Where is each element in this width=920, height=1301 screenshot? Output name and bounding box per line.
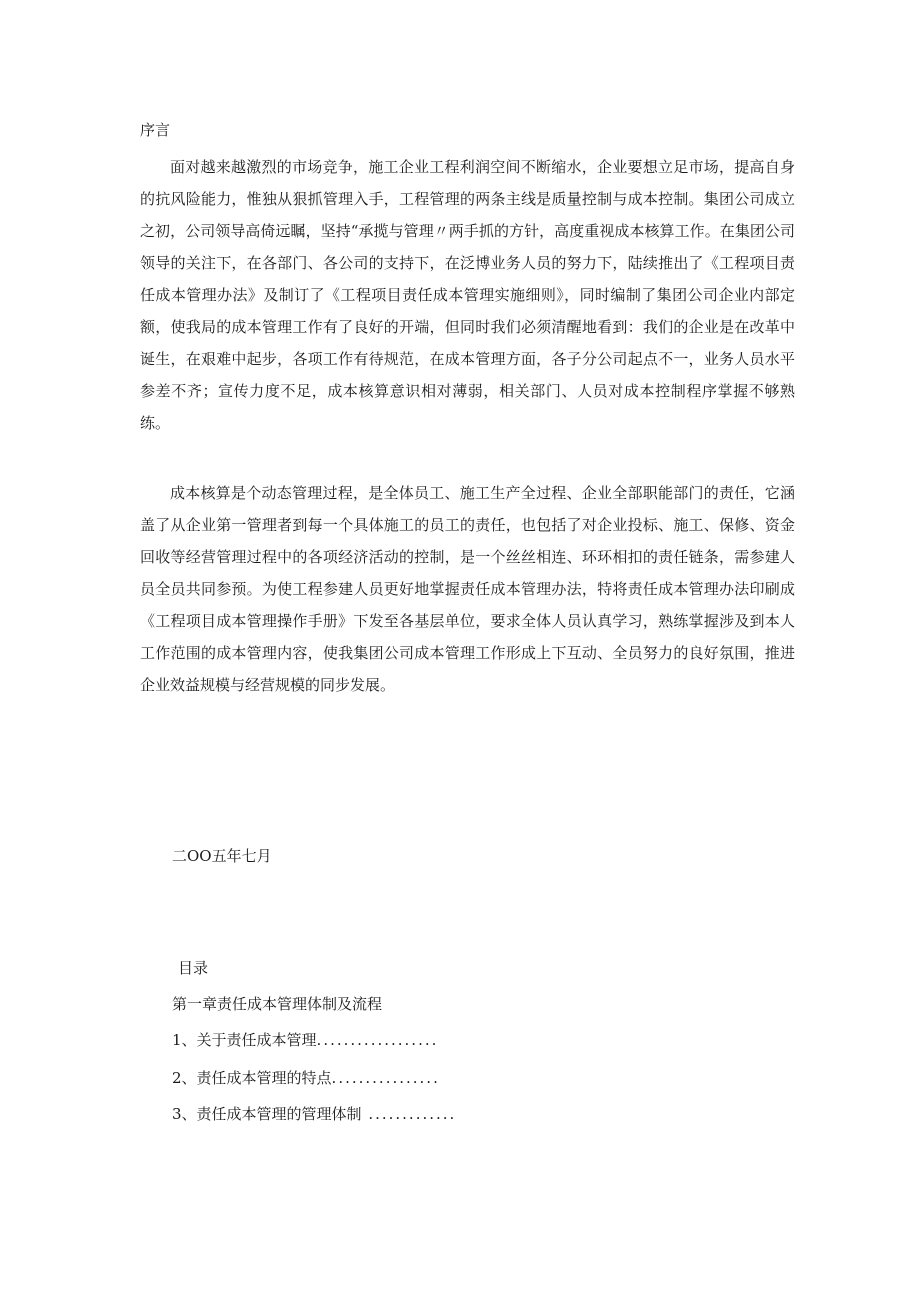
toc-item-leader-dots: ..................: [316, 1031, 439, 1049]
toc-item[interactable]: [172, 1068, 440, 1088]
toc-chapter-heading: 第一章责任成本管理体制及流程: [172, 995, 383, 1013]
toc-item-leader-dots: .............: [361, 1105, 457, 1123]
toc-item-label: 1、关于责任成本管理: [172, 1031, 317, 1049]
toc-title: 目录: [178, 959, 209, 977]
preface-date: 二OO五年七月: [172, 847, 272, 865]
toc-item[interactable]: [172, 1030, 438, 1050]
toc-item-leader-dots: ................: [331, 1069, 440, 1087]
preface-title: 序言: [140, 121, 171, 139]
toc-item[interactable]: [172, 1104, 456, 1124]
toc-item-label: 3、责任成本管理的管理体制: [172, 1105, 362, 1123]
preface-paragraph-2: 成本核算是个动态管理过程，是全体员工、施工生产全过程、企业全部职能部门的责任，它涵盖了从企业第一管理者到每一个具体施工的员工的责任，也包括了对企业投标、施工、保修、资金回收等经营管理过程中的各项经济活动的控制，是一个丝丝相连、环环相扣的责任链条，需参建人员全员共同参预。为使工程参建人员更好地掌握责任成本管理办法，特将责任成本管理办法印刷成《工程项目成本管理操作手册》下发至各基层单位，要求全体人员认真学习，熟练掌握涉及到本人工作范围的成本管理内容，使我集团公司成本管理工作形成上下互动、全员努力的良好氛围，推进企业效益规模与经营规模的同步发展。: [140, 484, 795, 694]
toc-item-label: 2、责任成本管理的特点: [172, 1069, 332, 1087]
preface-paragraph-1: 面对越来越激烈的市场竞争，施工企业工程利润空间不断缩水，企业要想立足市场，提高自身的抗风险能力，惟独从狠抓管理入手，工程管理的两条主线是质量控制与成本控制。集团公司成立之初，公司领导高倚远瞩，坚持“承揽与管理〃两手抓的方针，高度重视成本核算工作。在集团公司领导的关注下，在各部门、各公司的支持下，在泛博业务人员的努力下，陆续推出了《工程项目责任成本管理办法》及制订了《工程项目责任成本管理实施细则》，同时编制了集团公司企业内部定额，使我局的成本管理工作有了良好的开端，但同时我们必须清醒地看到：我们的企业是在改革中诞生，在艰难中起步，各项工作有待规范，在成本管理方面，各子分公司起点不一，业务人员水平参差不齐；宣传力度不足，成本核算意识相对薄弱，相关部门、人员对成本控制程序掌握不够熟练。: [140, 158, 795, 432]
